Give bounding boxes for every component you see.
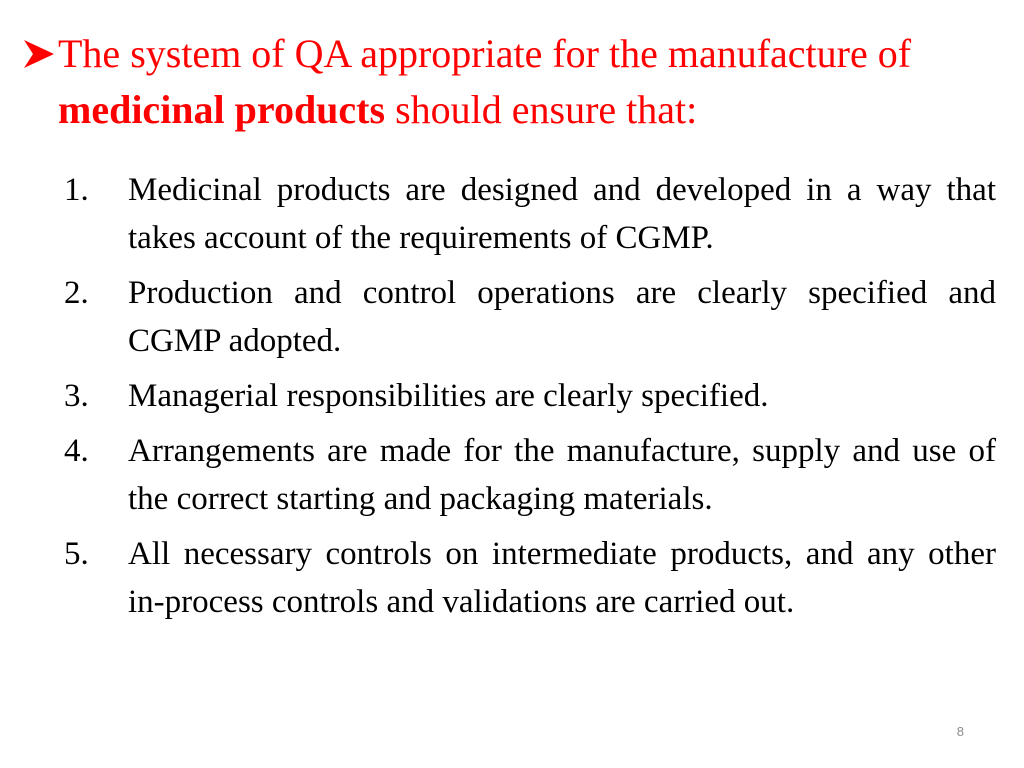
list-item <box>64 269 996 365</box>
list-item-number: 5. <box>64 536 89 572</box>
list-item-text: Medicinal products are designed and developed in a way that takes account of the requirements of CGMP. <box>128 172 996 256</box>
list-item-text: All necessary controls on intermediate products, and any other in-process controls and validations are carried out. <box>128 536 996 620</box>
heading-text <box>58 26 1002 138</box>
heading-part2: should ensure that: <box>385 87 698 132</box>
list-item <box>64 530 996 626</box>
list-item-text: Arrangements are made for the manufacture, supply and use of the correct starting and packaging materials. <box>128 433 996 517</box>
page-number: 8 <box>956 724 964 739</box>
list-item-number: 1. <box>64 172 89 208</box>
list-item-number: 3. <box>64 378 89 414</box>
heading-emphasis: medicinal products <box>58 87 386 132</box>
list-item-text: Managerial responsibilities are clearly specified. <box>128 378 769 414</box>
list-item <box>64 166 996 262</box>
arrow-bullet-icon <box>22 38 56 70</box>
list-item-number: 2. <box>64 275 89 311</box>
list-item <box>64 372 996 420</box>
list-item-text: Production and control operations are clearly specified and CGMP adopted. <box>128 275 996 359</box>
list-item <box>64 427 996 523</box>
slide-heading <box>22 26 1002 138</box>
requirements-list <box>64 166 996 633</box>
heading-part1: The system of QA appropriate for the manufacture of <box>58 31 912 76</box>
list-item-number: 4. <box>64 433 89 469</box>
